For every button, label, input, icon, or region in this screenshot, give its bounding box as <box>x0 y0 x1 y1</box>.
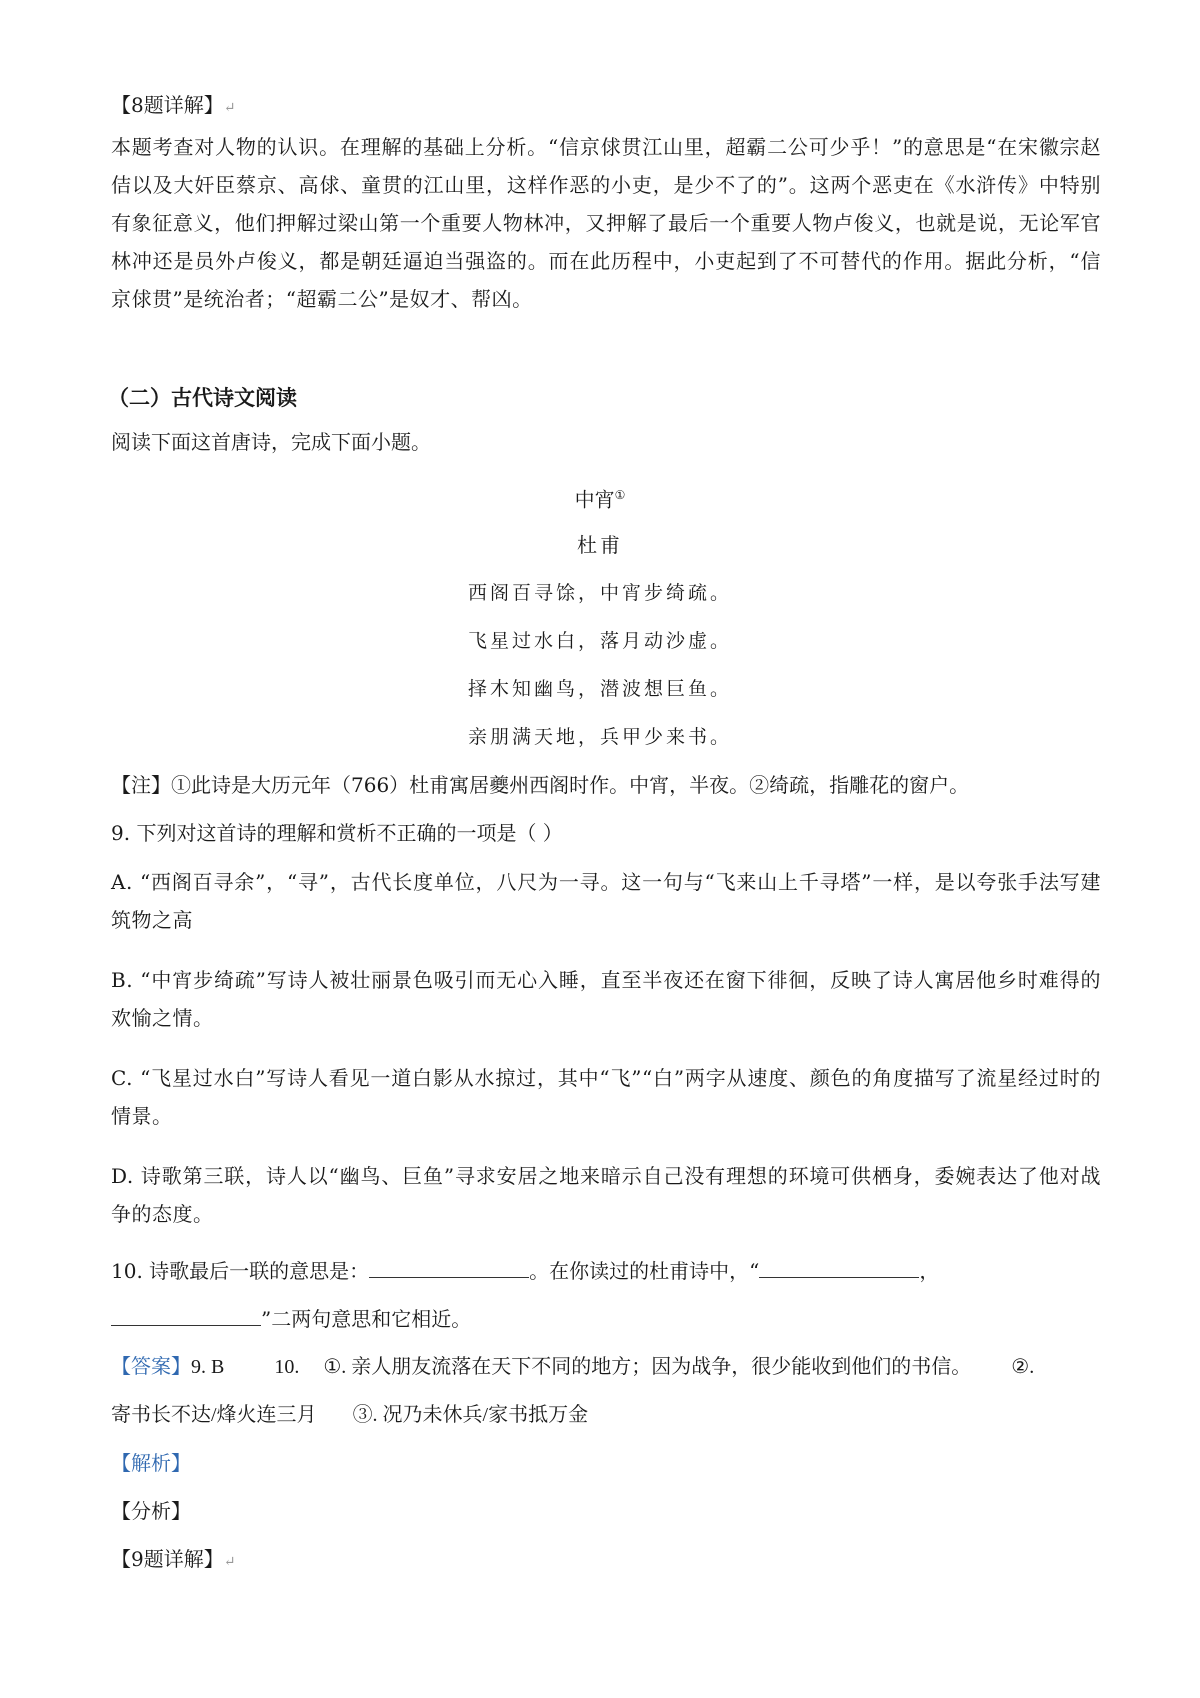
answer-a3: ③. 况乃未休兵/家书抵万金 <box>352 1404 589 1426</box>
q9-detail-label: 【9题详解】↵ <box>111 1547 236 1571</box>
poem-note: 【注】①此诗是大历元年（766）杜甫寓居夔州西阁时作。中宵，半夜。②绮疏，指雕花的窗户。 <box>111 773 970 797</box>
q10-part2: 。在你读过的杜甫诗中，“ <box>529 1259 760 1283</box>
q9-option-b: B. “中宵步绮疏”写诗人被壮丽景色吸引而无心入睡，直至半夜还在窗下徘徊，反映了诗人寓居他乡时难得的欢愉之情。 <box>111 968 1101 1030</box>
section-heading: （二）古代诗文阅读 <box>108 386 297 410</box>
analysis-fenxi: 【分析】 <box>111 1499 191 1523</box>
answer-line-1 <box>111 1352 1034 1382</box>
poem-line-2: 飞星过水白，落月动沙虚。 <box>467 630 732 652</box>
answer-label: 【答案】 <box>111 1356 191 1378</box>
poem-title-note: ① <box>614 488 626 502</box>
q9-option-c: C. “飞星过水白”写诗人看见一道白影从水掠过，其中“飞”“白”两字从速度、颜色的角度描写了流星经过时的情景。 <box>111 1066 1101 1128</box>
q10-part1: 10. 诗歌最后一联的意思是： <box>111 1259 370 1283</box>
q9-detail-label-text: 【9题详解】 <box>111 1547 224 1571</box>
q8-detail-paragraph: 本题考查对人物的认识。在理解的基础上分析。“信京俅贯江山里，超霸二公可少乎！”的意思是“在宋徽宗赵佶以及大奸臣蔡京、高俅、童贯的江山里，这样作恶的小吏，是少不了的”。这两个恶吏在《水浒传》中特别有象征意义，他们押解过梁山第一个重要人物林冲，又押解了最后一个重要人物卢俊义，也就是说，无论军官林冲还是员外卢俊义，都是朝廷逼迫当强盗的。而在此历程中，小吏起到了不可替代的作用。据此分析，“信京俅贯”是统治者；“超霸二公”是奴才、帮凶。 <box>111 135 1101 311</box>
q10-line-2 <box>111 1304 471 1334</box>
poem-line-4: 亲朋满天地，兵甲少来书。 <box>467 726 732 748</box>
q9-option-d: D. 诗歌第三联，诗人以“幽鸟、巨鱼”寻求安居之地来暗示自己没有理想的环境可供栖身，委婉表达了他对战争的态度。 <box>111 1164 1101 1226</box>
poem-line-3: 择木知幽鸟，潜波想巨鱼。 <box>467 678 732 700</box>
q8-detail-label-text: 【8题详解】 <box>111 93 224 117</box>
answer-a2-num: ②. <box>1011 1356 1035 1378</box>
q10-blank-1 <box>369 1257 529 1278</box>
poem-title-text: 中宵 <box>574 487 615 512</box>
answer-q10-num: 10. <box>274 1356 300 1378</box>
q9-option-a: A. “西阁百寻余”，“寻”，古代长度单位，八尺为一寻。这一句与“飞来山上千寻塔”一样，是以夸张手法写建筑物之高 <box>111 870 1101 932</box>
answer-q9: 9. B <box>191 1356 225 1378</box>
section-instruction: 阅读下面这首唐诗，完成下面小题。 <box>111 430 431 454</box>
q10-part4: ”二两句意思和它相近。 <box>261 1307 472 1331</box>
q10-blank-2 <box>759 1257 919 1278</box>
answer-line-2 <box>111 1400 588 1430</box>
poem-line-1: 西阁百寻馀，中宵步绮疏。 <box>467 582 732 604</box>
q8-detail-label: 【8题详解】↵ <box>111 93 236 117</box>
q10-blank-3 <box>111 1305 261 1326</box>
q10-part3: ， <box>919 1259 940 1283</box>
analysis-label: 【解析】 <box>111 1451 191 1475</box>
poem-author: 杜甫 <box>577 533 623 557</box>
answer-a1: ①. 亲人朋友流落在天下不同的地方；因为战争，很少能收到他们的书信。 <box>323 1356 972 1378</box>
q10-line-1 <box>111 1256 939 1286</box>
answer-a2: 寄书长不达/烽火连三月 <box>111 1404 317 1426</box>
q9-stem: 9. 下列对这首诗的理解和赏析不正确的一项是（ ） <box>111 821 563 845</box>
poem-title <box>0 480 1200 515</box>
